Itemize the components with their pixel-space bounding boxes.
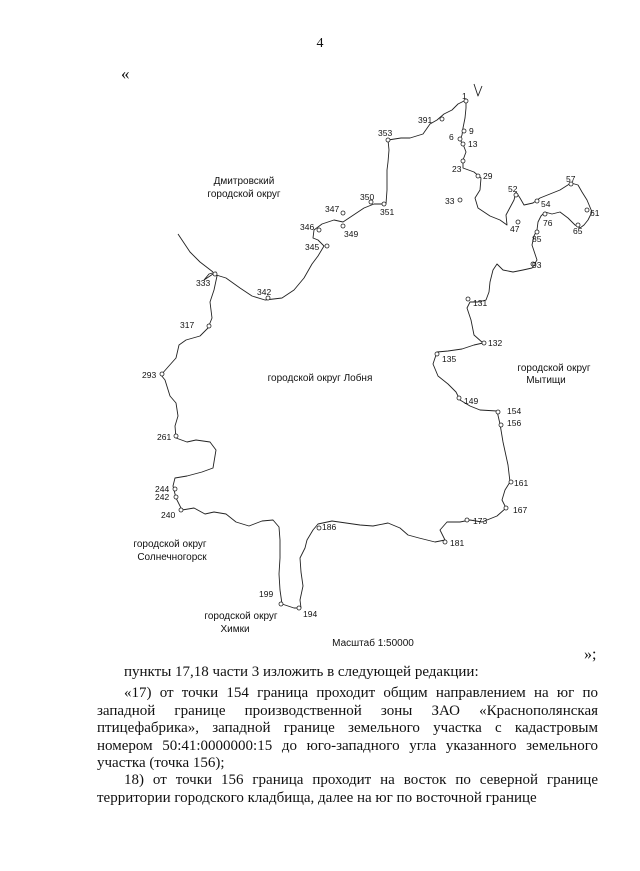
district-label-solnechnogorsk-2: Солнечногорск [137, 552, 207, 563]
map-point-marker [535, 199, 539, 203]
map-point-label: 154 [507, 406, 522, 416]
map-point-label: 23 [452, 164, 462, 174]
map-point-label: 186 [322, 522, 337, 532]
district-label-lobnya: городской округ Лобня [267, 373, 373, 384]
map-point-marker [341, 211, 345, 215]
map-point-label: 61 [590, 208, 600, 218]
map-point-marker [207, 324, 211, 328]
map-point-label: 242 [155, 492, 170, 502]
map-point-label: 244 [155, 484, 170, 494]
map-point-marker [174, 495, 178, 499]
map-point-marker [482, 341, 486, 345]
map-point-marker [543, 212, 547, 216]
map-point-marker [466, 297, 470, 301]
map-point-label: 333 [196, 278, 211, 288]
page-number: 4 [316, 36, 324, 51]
map-point-marker [461, 159, 465, 163]
map-point-label: 149 [464, 396, 479, 406]
map-point-marker [341, 224, 345, 228]
district-label-mytishchi-2: Мытищи [526, 375, 566, 386]
map-point-marker [458, 198, 462, 202]
map-point-marker [499, 423, 503, 427]
map-point-marker [213, 272, 217, 276]
map-point-label: 57 [566, 174, 576, 184]
map-scale: Масштаб 1:50000 [332, 638, 414, 649]
map-point-label: 317 [180, 320, 195, 330]
map-point-label: 6 [449, 132, 454, 142]
closing-quote: »; [584, 646, 597, 663]
map-point-label: 194 [303, 609, 318, 619]
map-point-label: 342 [257, 287, 272, 297]
map-point-marker [461, 142, 465, 146]
map-point-label: 65 [573, 226, 583, 236]
map-point-marker [462, 129, 466, 133]
map-point-label: 391 [418, 115, 433, 125]
paragraph-item-18: 18) от точки 156 граница проходит на восток по северной границе территории городского кладбища, далее на юг по восточной границе [97, 772, 598, 806]
map-point-marker [504, 506, 508, 510]
map-point-marker [386, 138, 390, 142]
map-point-marker [160, 372, 164, 376]
map-point-label: 350 [360, 192, 375, 202]
map-point-label: 29 [483, 171, 493, 181]
map-point-label: 345 [305, 242, 320, 252]
map-point-label: 167 [513, 505, 528, 515]
map-point-marker [585, 208, 589, 212]
map-point-label: 261 [157, 432, 172, 442]
map-point-marker [325, 244, 329, 248]
map-point-marker [509, 480, 513, 484]
map-point-label: 76 [543, 218, 553, 228]
map-point-label: 351 [380, 207, 395, 217]
map-point-marker [457, 396, 461, 400]
map-point-marker [443, 540, 447, 544]
map-point-label: 54 [541, 199, 551, 209]
map-point-label: 52 [508, 184, 518, 194]
map-point-label: 13 [468, 139, 478, 149]
map-point-marker [317, 228, 321, 232]
map-point-label: 85 [532, 234, 542, 244]
map-point-marker [179, 508, 183, 512]
paragraph-intro: пункты 17,18 части 3 изложить в следующей редакции: [124, 664, 479, 680]
map-point-label: 353 [378, 128, 393, 138]
map-point-label: 131 [473, 298, 488, 308]
map-point-marker [317, 526, 321, 530]
map-point-label: 93 [532, 260, 542, 270]
map-point-marker [173, 487, 177, 491]
map-point-marker [440, 117, 444, 121]
district-label-dmitrov-1: Дмитровский [213, 176, 275, 187]
map-point-label: 1 [462, 91, 467, 101]
map-point-marker [435, 352, 439, 356]
map-point-label: 33 [445, 196, 455, 206]
map-point-marker [476, 174, 480, 178]
opening-quote: « [121, 64, 130, 83]
district-label-solnechnogorsk-1: городской округ [133, 539, 207, 550]
map-point-marker [297, 606, 301, 610]
district-label-mytishchi-1: городской округ [517, 363, 591, 374]
boundary-spur-left [178, 234, 213, 272]
map-point-label: 47 [510, 224, 520, 234]
map-point-marker [465, 518, 469, 522]
boundary-spur-top [474, 84, 482, 96]
map-point-label: 132 [488, 338, 503, 348]
paragraph-item-17: «17) от точки 154 граница проходит общим направлением на юг по западной границе производственной зоны ЗАО «Краснополянская птицефабрика», западной границе земельного участка с кадастровым номером 50:41:0000000:15 до юго-западного угла указанного земельного участка (точка 156); [97, 685, 598, 771]
map-point-marker [458, 137, 462, 141]
map-point-label: 161 [514, 478, 529, 488]
map-point-label: 347 [325, 204, 340, 214]
map-point-label: 156 [507, 418, 522, 428]
map-point-label: 173 [473, 516, 488, 526]
district-label-dmitrov-2: городской округ [207, 189, 281, 200]
district-label-khimki-2: Химки [220, 624, 250, 635]
map-point-marker [279, 602, 283, 606]
map-point-label: 293 [142, 370, 157, 380]
map-point-label: 181 [450, 538, 465, 548]
map-point-label: 9 [469, 126, 474, 136]
map-point-marker [496, 410, 500, 414]
map-point-label: 199 [259, 589, 274, 599]
map-point-label: 346 [300, 222, 315, 232]
district-label-khimki-1: городской округ [204, 611, 278, 622]
map-point-label: 135 [442, 354, 457, 364]
map-point-label: 349 [344, 229, 359, 239]
map-point-marker [382, 202, 386, 206]
map-point-label: 240 [161, 510, 176, 520]
map-point-marker [174, 434, 178, 438]
